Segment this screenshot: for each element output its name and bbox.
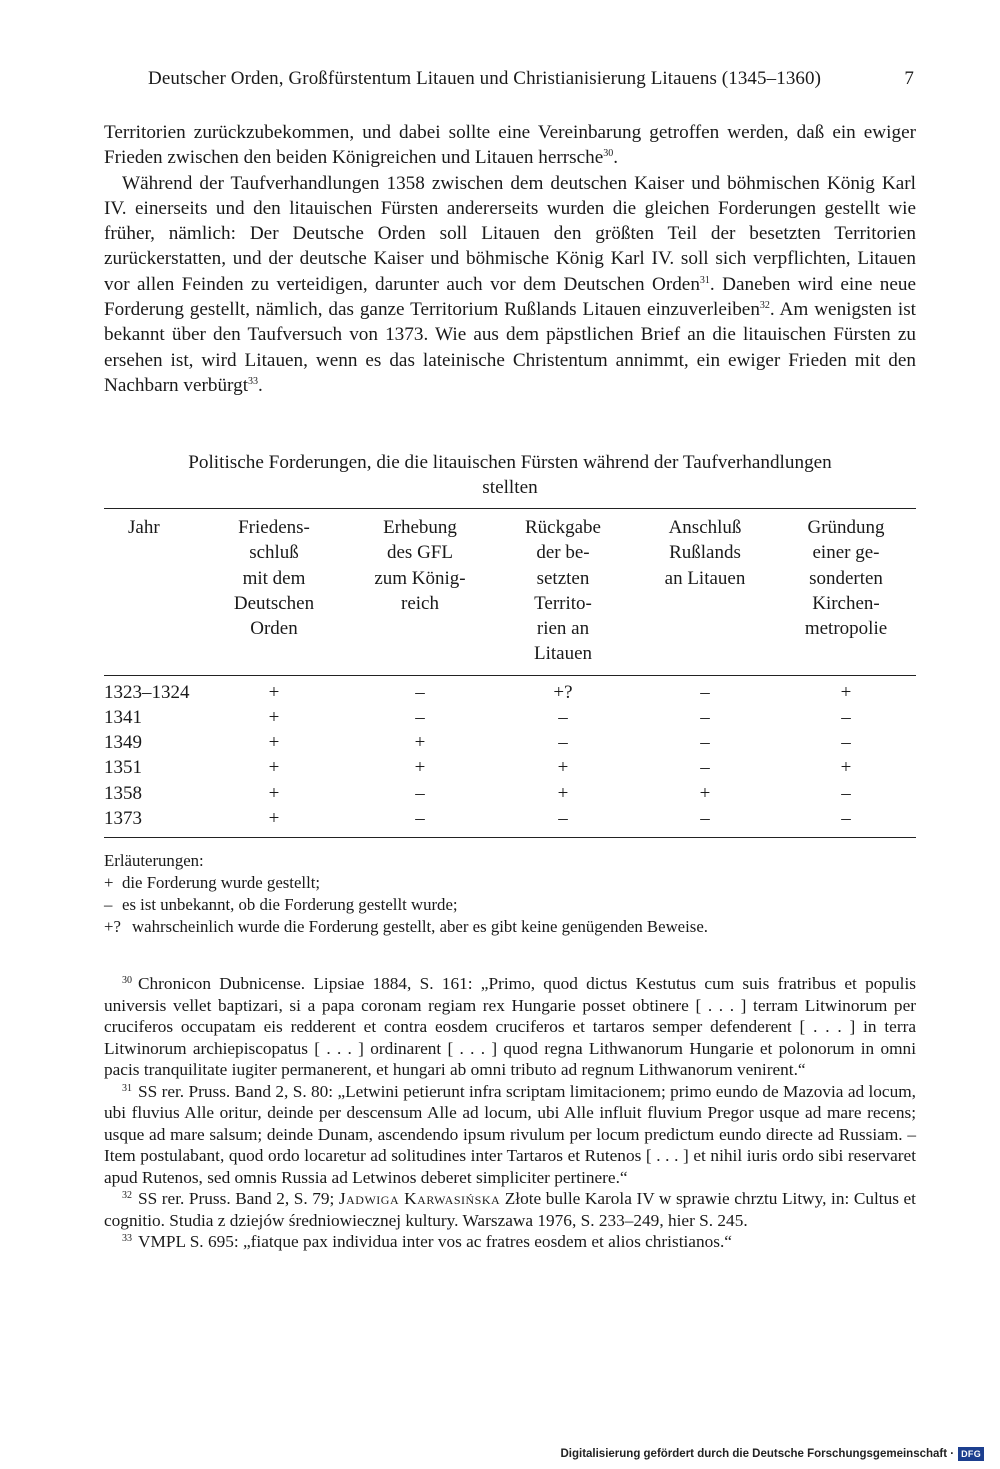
cell-anschluss: – (700, 757, 710, 779)
legend-item (104, 872, 916, 894)
footnote-number: 31 (122, 1082, 132, 1094)
credit-text: Digitalisierung gefördert durch die Deutsche Forschungsgemeinschaft · (560, 1448, 955, 1460)
footnote-number: 33 (122, 1233, 132, 1244)
cell-gruendung: + (840, 681, 852, 703)
legend-text: es ist unbekannt, ob die Forderung gestellt wurde; (122, 895, 458, 914)
header-line: Deutschen (233, 592, 315, 614)
cell-friedensschluss: + (200, 806, 348, 838)
cell-rueckgabe: – (558, 706, 568, 728)
footnote-text: SS rer. Pruss. Band 2, S. 80: „Letwini petierunt infra scriptam limitacionem; primo eundo de Mazovia ad locum, ubi fluvius Alle oritur, deinde per descensum Alle ad locum, ubi Alle influit fluvium Pregor usque ad mare recens; usque ad mare salsum; deinde Dunam, ascendendo ipsum rivulum per locum predictum eundo directe ad Russiam. – Item postulabant, quod ordo locaretur ad solitudines inter Tartaros et Rutenos [ . . . ] et nihil iuris ordo sibi reservaret apud Rutenos, sed omnis Russia ad Letwinos deberet simpliciter pertinere.“ (104, 1081, 916, 1187)
footnote-30 (104, 973, 916, 1081)
header-line: der be- (536, 542, 590, 564)
header-line: rien an (536, 618, 590, 640)
demands-table-block (104, 508, 916, 838)
header-anschluss (634, 509, 776, 676)
digitization-credit (560, 1447, 984, 1461)
cell-rueckgabe: + (557, 782, 569, 804)
header-line: schluß (249, 542, 299, 564)
header-line: Territo- (534, 592, 592, 614)
body-text (104, 120, 916, 398)
paragraph-2-text-1: Während der Taufverhandlungen 1358 zwischen dem deutschen Kaiser und böhmischen König Karl IV. einerseits und den litauischen Fürsten andererseits wurden die gleichen Forderungen gestellt wie früher, nämlich: Der Deutsche Orden soll Litauen den größten Teil der besetzten Territorien zurückerstatten, und der deutsche Kaiser und böhmische König Karl IV. soll sich verpflichten, Litauen vor allen Feinden zu verteidigen, darunter auch vor dem Deutschen Orden (104, 172, 916, 295)
table-caption-line-2: stellten (482, 477, 538, 498)
cell-year: 1323–1324 (104, 681, 190, 703)
demands-table (104, 508, 916, 838)
table-row (104, 755, 916, 780)
footnote-33 (104, 1231, 916, 1253)
table-row (104, 781, 916, 806)
header-line: Friedens- (238, 517, 310, 538)
page-number: 7 (904, 68, 914, 89)
legend-symbol: – (104, 895, 113, 914)
header-line: einer ge- (812, 542, 880, 564)
cell-anschluss: – (700, 732, 710, 754)
cell-gruendung: – (841, 732, 851, 754)
cell-friedensschluss: + (268, 681, 280, 703)
cell-gruendung: – (841, 782, 851, 804)
paragraph-1-text: Territorien zurückzubekommen, und dabei sollte eine Vereinbarung getroffen werden, daß ein ewiger Frieden zwischen den beiden Königreichen und Litauen herrsche (104, 122, 916, 169)
paragraph-2-text-2: . Daneben wird eine neue Forderung gestellt, nämlich, das ganze Territorium Rußlands Litauen einzuverleiben (104, 273, 916, 321)
cell-friedensschluss: + (268, 782, 280, 804)
cell-anschluss: – (700, 681, 710, 703)
cell-gruendung: – (776, 806, 916, 838)
cell-year: 1358 (104, 782, 142, 804)
legend-symbol: + (104, 873, 114, 892)
header-line: Rückgabe (525, 517, 601, 538)
dfg-logo: DFG (958, 1447, 984, 1461)
footnote-ref-33[interactable]: 33 (248, 375, 259, 387)
paragraph-2-text-3: . Am wenigsten ist bekannt über den Taufversuch von 1373. Wie aus dem päpstlichen Brief an die litauischen Fürsten zu ersehen ist, wird Litauen, wenn es das lateinische Christentum annimmt, ein ewiger Frieden mit den Nachbarn verbürgt (104, 299, 916, 396)
table-header-row (104, 509, 916, 676)
footnote-text: VMPL S. 695: „fiatque pax individua inter vos ac fratres eosdem et alios christianos.“ (138, 1232, 732, 1251)
cell-gruendung: – (841, 706, 851, 728)
footnote-ref-30[interactable]: 30 (603, 148, 614, 160)
footnotes (104, 973, 916, 1253)
footnote-text: Chronicon Dubnicense. Lipsiae 1884, S. 161: „Primo, quod dictus Kestutus cum suis fratribus et populis universis vellet baptizari, si a papa coronam regiam rex Hungarie posset obtinere [ . . . ] terram Litwinorum per cruciferos occupatam eis redderent et contra eosdem cruciferos et tartaros semper defenderent [ . . . ] in terra Litwinorum archiepiscopatus [ . . . ] ordinarent [ . . . ] quod regna Lithwanorum Hungarie et polonorum in omni pacis tranquilitate iugiter permanerent, et hungari ab omni tributo ad regnum Lithwanorum venirent.“ (104, 974, 916, 1079)
legend-symbol: +? (104, 917, 121, 936)
header-line: zum König- (374, 567, 466, 589)
cell-friedensschluss: + (268, 732, 280, 754)
cell-anschluss: + (699, 782, 711, 804)
cell-erhebung: – (415, 681, 425, 703)
header-line: sonderten (809, 567, 883, 589)
cell-erhebung: – (348, 806, 492, 838)
header-line: metropolie (804, 618, 888, 640)
table-row (104, 806, 916, 838)
footnote-number: 32 (122, 1190, 132, 1201)
header-line: an Litauen (664, 567, 746, 589)
cell-year: 1341 (104, 706, 142, 728)
paragraph-2-end: . (258, 374, 263, 396)
header-jahr: Jahr (104, 509, 200, 676)
header-line: Orden (250, 618, 298, 640)
header-friedensschluss (200, 509, 348, 676)
paragraph-2 (104, 171, 916, 399)
footnote-author: Jadwiga Karwasińska (338, 1189, 501, 1208)
footnote-31 (104, 1081, 916, 1189)
header-line: Anschluß (668, 517, 742, 538)
header-line: Erhebung (383, 517, 457, 538)
cell-erhebung: – (415, 782, 425, 804)
header-erhebung (348, 509, 492, 676)
cell-erhebung: + (414, 757, 426, 779)
legend-text: die Forderung wurde gestellt; (122, 873, 321, 892)
table-caption (104, 450, 916, 500)
paragraph-1-end: . (613, 147, 619, 169)
paragraph-1 (104, 120, 916, 171)
cell-gruendung: + (840, 757, 852, 779)
header-line: Litauen (533, 643, 593, 665)
table-legend (104, 850, 916, 938)
cell-rueckgabe: +? (553, 681, 573, 703)
header-line: mit dem (242, 567, 306, 589)
table-row (104, 705, 916, 730)
header-line: Kirchen- (812, 592, 880, 614)
cell-year: 1373 (104, 806, 200, 838)
footnote-text-post: Złote bulle Karola IV w sprawie chrztu Litwy, in: Cultus et cognitio. Studia z dziejów średniowiecznej kultury. Warszawa 1976, S. 233–249, hier S. 245. (104, 1189, 916, 1230)
header-line: Rußlands (669, 542, 741, 564)
legend-item (104, 894, 916, 916)
cell-year: 1351 (104, 757, 142, 779)
cell-anschluss: – (700, 706, 710, 728)
running-title: Deutscher Orden, Großfürstentum Litauen und Christianisierung Litauens (1345–1360) (148, 68, 822, 89)
table-row (104, 675, 916, 705)
table-caption-line-1: Politische Forderungen, die die litauischen Fürsten während der Taufverhandlungen (188, 452, 832, 473)
cell-rueckgabe: – (492, 806, 634, 838)
footnote-ref-32[interactable]: 32 (759, 300, 770, 312)
cell-year: 1349 (104, 732, 142, 754)
cell-erhebung: + (414, 732, 426, 754)
running-header (104, 68, 914, 90)
header-rueckgabe (492, 509, 634, 676)
legend-text: wahrscheinlich wurde die Forderung gestellt, aber es gibt keine genügenden Beweise. (132, 917, 708, 936)
cell-erhebung: – (415, 706, 425, 728)
header-gruendung (776, 509, 916, 676)
header-line: reich (401, 592, 439, 614)
cell-friedensschluss: + (268, 757, 280, 779)
cell-rueckgabe: + (557, 757, 569, 779)
cell-friedensschluss: + (268, 706, 280, 728)
header-line: Gründung (807, 517, 885, 538)
footnote-text-pre: SS rer. Pruss. Band 2, S. 79; (138, 1189, 335, 1208)
footnote-32 (104, 1188, 916, 1231)
footnote-ref-31[interactable]: 31 (699, 274, 710, 286)
legend-item (104, 916, 916, 938)
header-line: setzten (536, 567, 590, 589)
header-line: des GFL (387, 542, 453, 564)
legend-title: Erläuterungen: (104, 851, 204, 870)
table-row (104, 730, 916, 755)
cell-anschluss: – (634, 806, 776, 838)
cell-rueckgabe: – (558, 732, 568, 754)
footnote-number: 30 (122, 975, 132, 986)
